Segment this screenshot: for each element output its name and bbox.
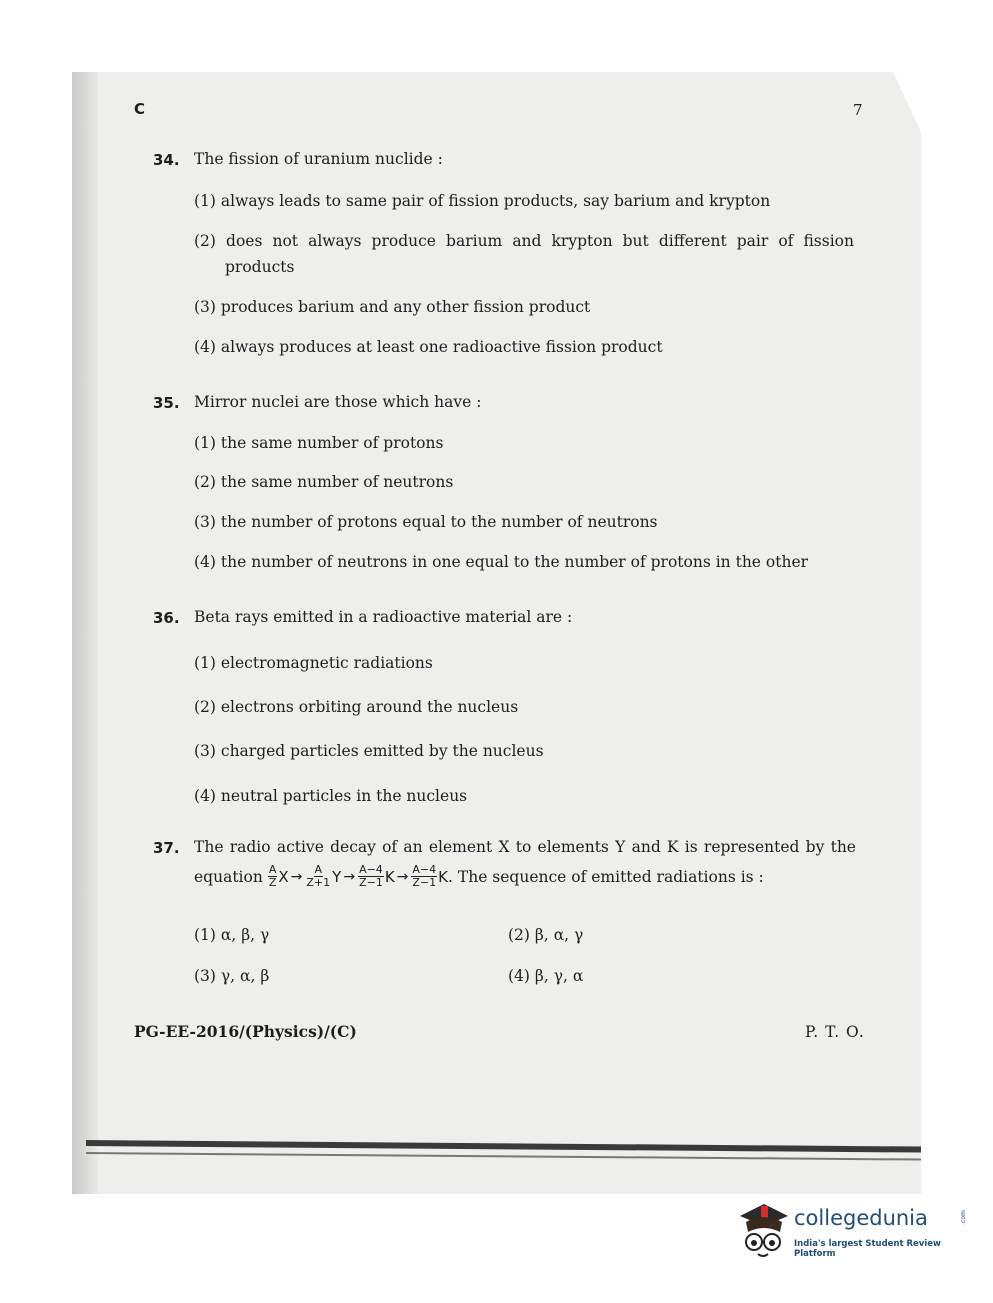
atomic-number: Z+1 [306, 876, 331, 889]
mass-number: A−4 [412, 863, 437, 876]
nuclide-y [304, 864, 341, 889]
element-symbol: X [278, 867, 289, 886]
option: (3) γ, α, β [194, 967, 270, 985]
option: (2) the same number of neutrons [194, 473, 454, 491]
option: (3) the number of protons equal to the number of neutrons [194, 513, 658, 531]
question-number: 34. [153, 151, 180, 169]
mass-number: A [314, 863, 323, 876]
element-symbol: Y [332, 867, 342, 886]
nuclide-k [357, 864, 395, 889]
brand-suffix: .com [959, 1210, 967, 1225]
decay-equation [194, 864, 764, 889]
option: (1) always leads to same pair of fission products, say barium and krypton [194, 192, 771, 210]
equation-suffix: . The sequence of emitted radiations is : [448, 867, 764, 886]
element-symbol: K [438, 867, 449, 886]
option: (4) always produces at least one radioactive fission product [194, 338, 663, 356]
option: (1) α, β, γ [194, 926, 270, 944]
mass-number: A−4 [359, 863, 383, 876]
paper-code: PG-EE-2016/(Physics)/(C) [134, 1022, 357, 1041]
collegedunia-logo [734, 1198, 967, 1262]
booklet-series: C [134, 100, 146, 118]
question-number: 35. [153, 394, 180, 412]
option: (1) electromagnetic radiations [194, 654, 433, 672]
option: (3) produces barium and any other fission product [194, 298, 591, 316]
option-continuation: products [225, 258, 295, 276]
option: (2) does not always produce barium and krypton but different pair of fission [194, 232, 854, 250]
atomic-number: Z−1 [412, 876, 437, 889]
equation-prefix: equation [194, 867, 263, 886]
brand-tagline: India's largest Student Review Platform [794, 1239, 941, 1259]
question-text: Mirror nuclei are those which have : [194, 393, 482, 411]
page-number: 7 [853, 101, 863, 119]
atomic-number: Z−1 [359, 876, 383, 889]
scan-shadow-edge [72, 72, 98, 1194]
question-number: 37. [153, 839, 180, 857]
nuclide-x [267, 864, 289, 889]
question-text: The radio active decay of an element X to elements Y and K is represented by the [194, 838, 856, 856]
mass-number: A [268, 863, 277, 876]
question-number: 36. [153, 609, 180, 627]
brand-name: collegedunia [794, 1206, 928, 1230]
option: (2) β, α, γ [508, 926, 584, 944]
arrow-icon: → [343, 868, 356, 885]
please-turn-over: P. T. O. [805, 1023, 865, 1041]
option: (4) β, γ, α [508, 967, 584, 985]
option: (1) the same number of protons [194, 434, 444, 452]
question-text: Beta rays emitted in a radioactive material are : [194, 608, 573, 626]
arrow-icon: → [396, 868, 409, 885]
atomic-number: Z [268, 876, 277, 889]
option: (4) the number of neutrons in one equal to the number of protons in the other [194, 553, 809, 571]
option: (3) charged particles emitted by the nucleus [194, 742, 544, 760]
element-symbol: K [384, 867, 395, 886]
option: (2) electrons orbiting around the nucleus [194, 698, 519, 716]
option: (4) neutral particles in the nucleus [194, 787, 468, 805]
graduate-mascot-icon [734, 1198, 792, 1262]
arrow-icon: → [290, 868, 303, 885]
nuclide-k-final [410, 864, 448, 889]
question-text: The fission of uranium nuclide : [194, 150, 443, 168]
